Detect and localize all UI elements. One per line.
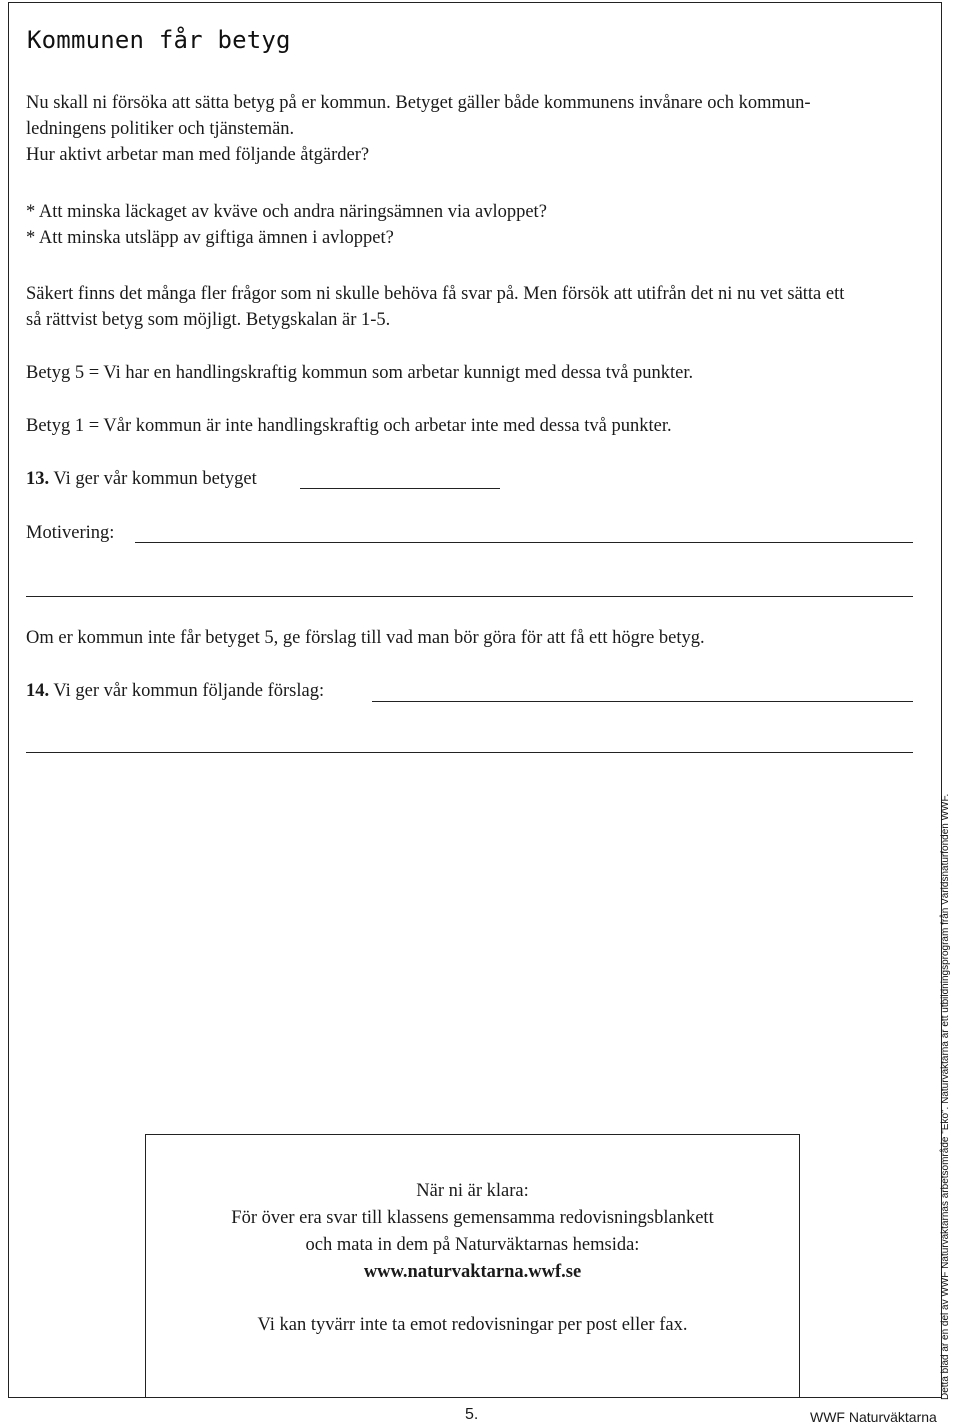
page-number: 5. — [465, 1406, 479, 1423]
question-13-text: Vi ger vår kommun betyget — [49, 469, 257, 489]
grade-5-definition: Betyg 5 = Vi har en handlingskraftig kommun som arbetar kunnigt med dessa två punkter. — [26, 363, 694, 383]
question-14 — [26, 678, 324, 704]
suggestion-answer-line-2[interactable] — [26, 752, 913, 753]
submission-info-box — [145, 1134, 800, 1398]
box-heading: När ni är klara: — [416, 1181, 529, 1201]
suggestion-answer-line-1[interactable] — [372, 701, 913, 702]
question-13 — [26, 466, 257, 492]
motivation-answer-line-1[interactable] — [135, 542, 913, 543]
box-line-2: För över era svar till klassens gemensamma redovisningsblankett — [231, 1208, 714, 1228]
question-item-1: * Att minska läckaget av kväve och andra näringsämnen via avloppet? — [26, 202, 547, 222]
question-14-text: Vi ger vår kommun följande förslag: — [49, 681, 325, 701]
intro-line-1: Nu skall ni försöka att sätta betyg på er kommun. Betyget gäller både kommunens invånare och kommun- — [26, 93, 811, 113]
question-item-2: * Att minska utsläpp av giftiga ämnen i avloppet? — [26, 228, 394, 248]
motivation-label: Motivering: — [26, 523, 115, 543]
box-note: Vi kan tyvärr inte ta emot redovisningar per post eller fax. — [257, 1315, 688, 1335]
grade-answer-line[interactable] — [300, 488, 500, 489]
motivation-answer-line-2[interactable] — [26, 596, 913, 597]
suggestion-instruction: Om er kommun inte får betyget 5, ge förslag till vad man bör göra för att få ett högre betyg. — [26, 628, 705, 648]
footer-brand: WWF Naturväktarna — [810, 1409, 937, 1425]
intro-line-3: Hur aktivt arbetar man med följande åtgärder? — [26, 145, 370, 165]
instruction-line-2: så rättvist betyg som möjligt. Betygskalan är 1-5. — [26, 310, 391, 330]
instruction-line-1: Säkert finns det många fler frågor som ni skulle behöva få svar på. Men försök att utifrån det ni nu vet sätta ett — [26, 284, 845, 304]
question-13-number: 13. — [26, 469, 50, 489]
box-line-3: och mata in dem på Naturväktarnas hemsida: — [305, 1235, 640, 1255]
intro-line-2: ledningens politiker och tjänstemän. — [26, 119, 295, 139]
question-14-number: 14. — [26, 681, 50, 701]
page-title: Kommunen får betyg — [27, 26, 291, 54]
website-url: www.naturvaktarna.wwf.se — [363, 1262, 582, 1282]
grade-1-definition: Betyg 1 = Vår kommun är inte handlingskraftig och arbetar inte med dessa två punkter. — [26, 416, 672, 436]
side-disclaimer: Detta blad är en del av WWF Naturväktarnas arbetsområde "Eko". Naturväktarna är ett utbildningsprogram från Världsnaturfonden WWF. — [940, 793, 951, 1400]
